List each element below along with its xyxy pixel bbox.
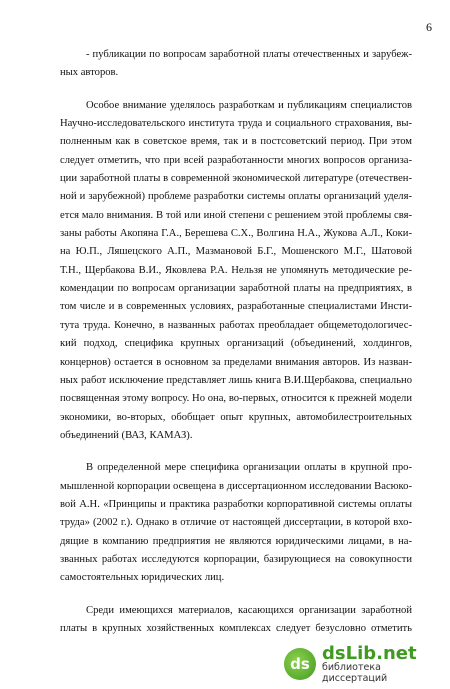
text-line: следует отметить, что при всей разработанности многих вопросов организа- (60, 154, 412, 166)
text-line: званных работах исследуются корпорации, базирующиеся на совокупности (60, 553, 412, 565)
watermark[interactable] (284, 641, 444, 687)
text-line: ции заработной платы в современной экономической литературе (отечествен- (60, 173, 412, 185)
text-line: тута труда. Конечно, в названных работах преобладает общеметодологичес- (60, 319, 412, 331)
text-line: экономики, во-вторых, обобщает опыт крупных, автомобилестроительных (60, 411, 412, 423)
text-line: кий подход, специфика крупных организаций (объединений, холдингов, (60, 338, 412, 350)
text-line: труда» (2002 г.). Однако в отличие от настоящей диссертации, в которой вхо- (60, 517, 412, 529)
watermark-text (322, 644, 444, 685)
text-line: полненным как в советское время, так и в постсоветский период. При этом (60, 136, 412, 148)
text-line: Особое внимание уделялось разработкам и публикациям специалистов (86, 99, 412, 111)
watermark-site: dsLib.net (322, 642, 417, 664)
text-line: заны работы Акопяна Г.А., Берешева С.Х., Волгина Н.А., Жукова А.Л., Коки- (60, 228, 412, 240)
text-line: платы в крупных хозяйственных комплексах следует безусловно отметить (60, 622, 412, 634)
paragraph (60, 97, 412, 446)
text-line: ной и зарубежной) проблеме разработки системы оплаты организаций уделя- (60, 191, 412, 203)
text-line: ных работ исключение представляет лишь книга В.И.Щербакова, специально (60, 374, 412, 386)
paragraph (60, 602, 412, 639)
text-line: том числе и в современных условиях, разработанные специалистами Инсти- (60, 301, 412, 313)
text-line: ется мало внимания. В той или иной степени с решением этой проблемы свя- (60, 209, 412, 221)
text-line: объединений (ВАЗ, КАМАЗ). (60, 429, 193, 441)
text-line: самостоятельных юридических лиц. (60, 572, 225, 584)
page-number: 6 (426, 20, 432, 34)
text-line: - публикации по вопросам заработной платы отечественных и зарубеж- (86, 49, 412, 60)
text-line: на Ю.П., Ляшецского А.П., Мазмановой Б.Г., Мошенского М.Г., Шатовой (60, 246, 412, 258)
text-line: мышленной корпорации освещена в диссертационном исследовании Васюко- (60, 480, 412, 492)
text-line: посвященная этому вопросу. Но она, во-первых, относится к прежней модели (60, 393, 412, 405)
text-line: В определенной мере специфика организации оплаты в крупной про- (86, 462, 412, 474)
watermark-subtitle: библиотека диссертаций (322, 662, 388, 684)
paragraph (60, 46, 412, 83)
paragraph (60, 459, 412, 587)
text-line: дящие в компанию предприятия не являются юридическими лицами, в на- (60, 535, 412, 547)
dslib-logo-icon: ds (284, 648, 316, 680)
text-line: комендации по вопросам организации заработной платы на предприятиях, в (60, 283, 412, 295)
text-line: Научно-исследовательского института труда и социального страхования, вы- (60, 118, 412, 130)
text-line: концернов) остается в основном за пределами внимания авторов. Из назван- (60, 356, 412, 368)
text-line: ных авторов. (60, 67, 119, 79)
text-line: Т.Н., Щербакова В.И., Яковлева Р.А. Нельзя не упомянуть методические ре- (60, 264, 412, 276)
text-line: Среди имеющихся материалов, касающихся организации заработной (86, 604, 412, 616)
document-body (60, 46, 412, 638)
text-line: вой А.Н. «Принципы и практика разработки корпоративной системы оплаты (60, 498, 412, 510)
